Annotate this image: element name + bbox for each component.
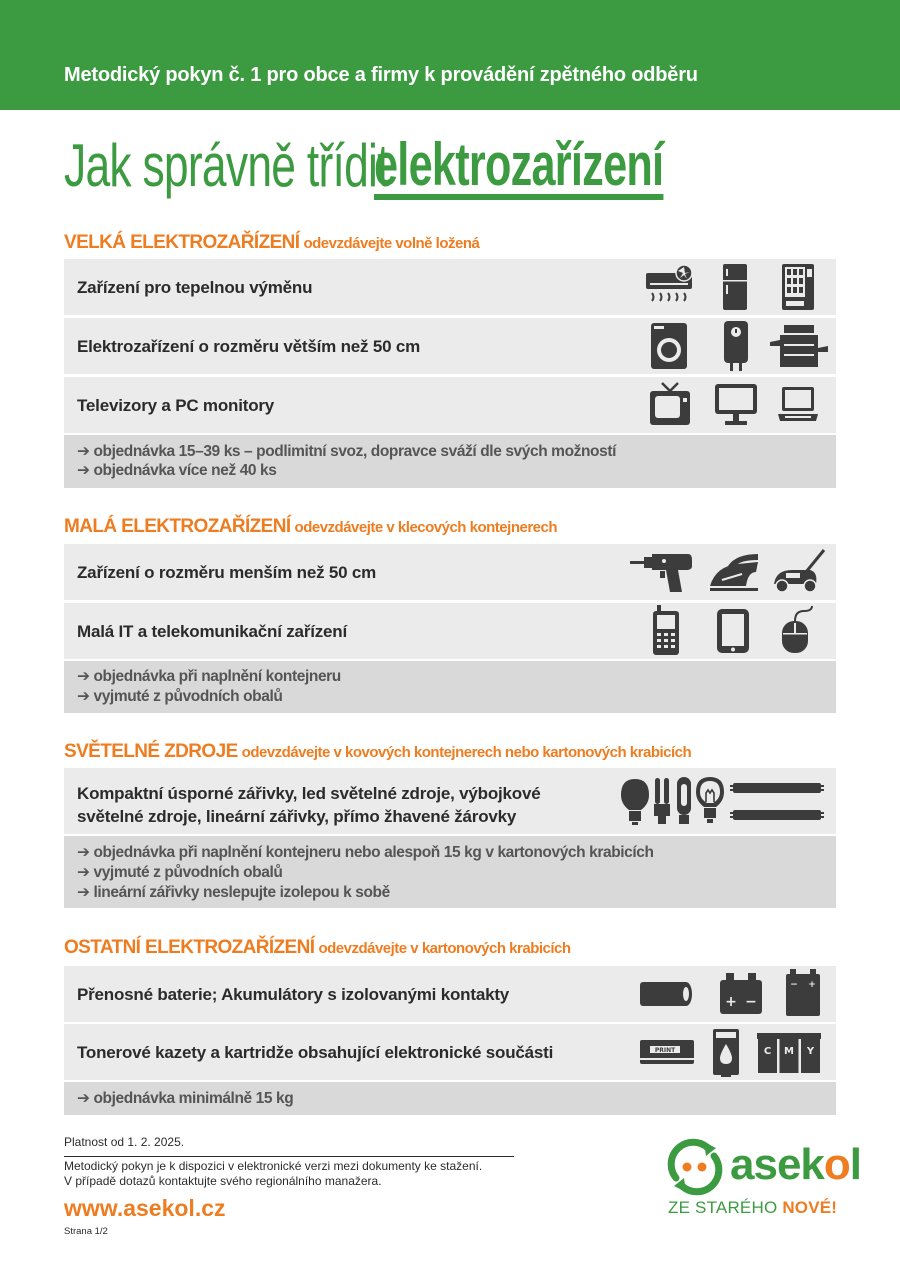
lawn-mower-icon bbox=[770, 548, 826, 594]
note-line: ➔ lineární zářivky neslepujte izolepou k sobě bbox=[77, 884, 390, 901]
svg-text:−: − bbox=[745, 994, 757, 1010]
mobile-phone-icon bbox=[652, 605, 680, 657]
mouse-icon bbox=[780, 605, 814, 655]
row-toners bbox=[64, 1024, 836, 1080]
incandescent-bulb-icon bbox=[695, 776, 725, 826]
section-other-heading: OSTATNÍ ELEKTROZAŘÍZENÍ odevzdávejte v kartonových krabicích bbox=[64, 937, 571, 958]
note-light bbox=[64, 836, 836, 908]
vending-machine-icon bbox=[780, 263, 816, 311]
row-batteries bbox=[64, 966, 836, 1022]
cylindrical-battery-icon bbox=[638, 980, 694, 1008]
section-small-heading: MALÁ ELEKTROZAŘÍZENÍ odevzdávejte v klecových kontejnerech bbox=[64, 516, 558, 537]
top-banner bbox=[0, 0, 900, 110]
toner-cartridge-icon bbox=[638, 1038, 696, 1066]
note-line: ➔ objednávka při naplnění kontejneru bbox=[77, 668, 341, 685]
footer-info-line2: V případě dotazů kontaktujte svého regionálního manažera. bbox=[64, 1174, 382, 1188]
svg-text:Y: Y bbox=[806, 1046, 815, 1057]
washing-machine-icon bbox=[650, 322, 688, 370]
iron-icon bbox=[708, 552, 760, 592]
cmy-cartridges-icon bbox=[756, 1032, 822, 1076]
note-line: ➔ vyjmuté z původních obalů bbox=[77, 864, 283, 881]
row-label: Kompaktní úsporné zářivky, led světelné zdroje, výbojkové světelné zdroje, lineární zářivky, přímo žhavené žárovky bbox=[77, 784, 541, 826]
air-conditioner-icon bbox=[644, 265, 696, 309]
note-other bbox=[64, 1082, 836, 1115]
page-number: Strana 1/2 bbox=[64, 1226, 108, 1237]
tablet-icon bbox=[716, 608, 750, 654]
discharge-lamp-icon bbox=[676, 776, 692, 826]
website-link[interactable]: www.asekol.cz bbox=[64, 1195, 226, 1221]
note-line: ➔ objednávka při naplnění kontejneru nebo alespoň 15 kg v kartonových krabicích bbox=[77, 844, 654, 861]
ink-cartridge-icon bbox=[712, 1028, 740, 1078]
toner-print-label: PRINT bbox=[654, 1047, 676, 1054]
main-title-bold: elektrozařízení bbox=[374, 131, 664, 198]
row-heat-exchange bbox=[64, 259, 836, 315]
drill-icon bbox=[630, 550, 692, 594]
fluorescent-tube-icon bbox=[730, 782, 824, 822]
section-light-heading: SVĚTELNÉ ZDROJE odevzdávejte v kovových kontejnerech nebo kartonových krabicích bbox=[64, 741, 692, 762]
banner-title: Metodický pokyn č. 1 pro obce a firmy k provádění zpětného odběru bbox=[64, 64, 698, 86]
footer-info-line1: Metodický pokyn je k dispozici v elektronické verzi mezi dokumenty ke stažení. bbox=[64, 1159, 483, 1173]
row-label: Televizory a PC monitory bbox=[77, 396, 275, 415]
svg-text:C: C bbox=[763, 1046, 772, 1057]
row-tv-monitors bbox=[64, 377, 836, 433]
note-line: ➔ objednávka více než 40 ks bbox=[77, 462, 277, 479]
asekol-logo-icon bbox=[666, 1138, 724, 1196]
accumulator-icon bbox=[718, 972, 764, 1016]
asekol-logo-text: asekol bbox=[730, 1140, 862, 1189]
svg-text:−: − bbox=[790, 980, 798, 990]
footer-divider bbox=[64, 1156, 514, 1157]
row-label: Zařízení o rozměru menším než 50 cm bbox=[77, 563, 377, 582]
note-line: ➔ objednávka 15–39 ks – podlimitní svoz, dopravce sváží dle svých možností bbox=[77, 443, 617, 460]
refrigerator-icon bbox=[720, 263, 750, 311]
battery-pack-icon bbox=[784, 968, 822, 1018]
row-small-under-50cm bbox=[64, 544, 836, 600]
row-label: Malá IT a telekomunikační zařízení bbox=[77, 622, 348, 641]
compact-fluorescent-icon bbox=[653, 776, 671, 826]
copier-icon bbox=[770, 322, 828, 370]
svg-text:+: + bbox=[808, 980, 816, 990]
section-large-heading: VELKÁ ELEKTROZAŘÍZENÍ odevzdávejte volně ložená bbox=[64, 232, 480, 253]
valid-from: Platnost od 1. 2. 2025. bbox=[64, 1135, 185, 1149]
row-label: Elektrozařízení o rozměru větším než 50 cm bbox=[77, 337, 421, 356]
row-label: Tonerové kazety a kartridže obsahující elektronické součásti bbox=[77, 1043, 554, 1062]
row-label: Přenosné baterie; Akumulátory s izolovanými kontakty bbox=[77, 985, 510, 1004]
note-line: ➔ objednávka minimálně 15 kg bbox=[77, 1090, 294, 1107]
slogan: ZE STARÉHO NOVÉ! bbox=[668, 1198, 838, 1217]
row-label: Zařízení pro tepelnou výměnu bbox=[77, 278, 313, 297]
row-light-sources bbox=[64, 768, 836, 834]
svg-text:+: + bbox=[725, 994, 737, 1010]
led-bulb-icon bbox=[620, 778, 650, 826]
note-large bbox=[64, 435, 836, 488]
note-small bbox=[64, 661, 836, 713]
row-small-it bbox=[64, 603, 836, 659]
crt-tv-icon bbox=[648, 381, 692, 429]
main-title bbox=[64, 131, 664, 199]
main-title-light: Jak správně třídit bbox=[64, 132, 389, 199]
svg-text:M: M bbox=[784, 1046, 794, 1057]
monitor-icon bbox=[714, 383, 758, 427]
laptop-icon bbox=[776, 383, 820, 427]
note-line: ➔ vyjmuté z původních obalů bbox=[77, 688, 283, 705]
row-large-over-50cm bbox=[64, 318, 836, 374]
water-heater-icon bbox=[722, 320, 750, 372]
